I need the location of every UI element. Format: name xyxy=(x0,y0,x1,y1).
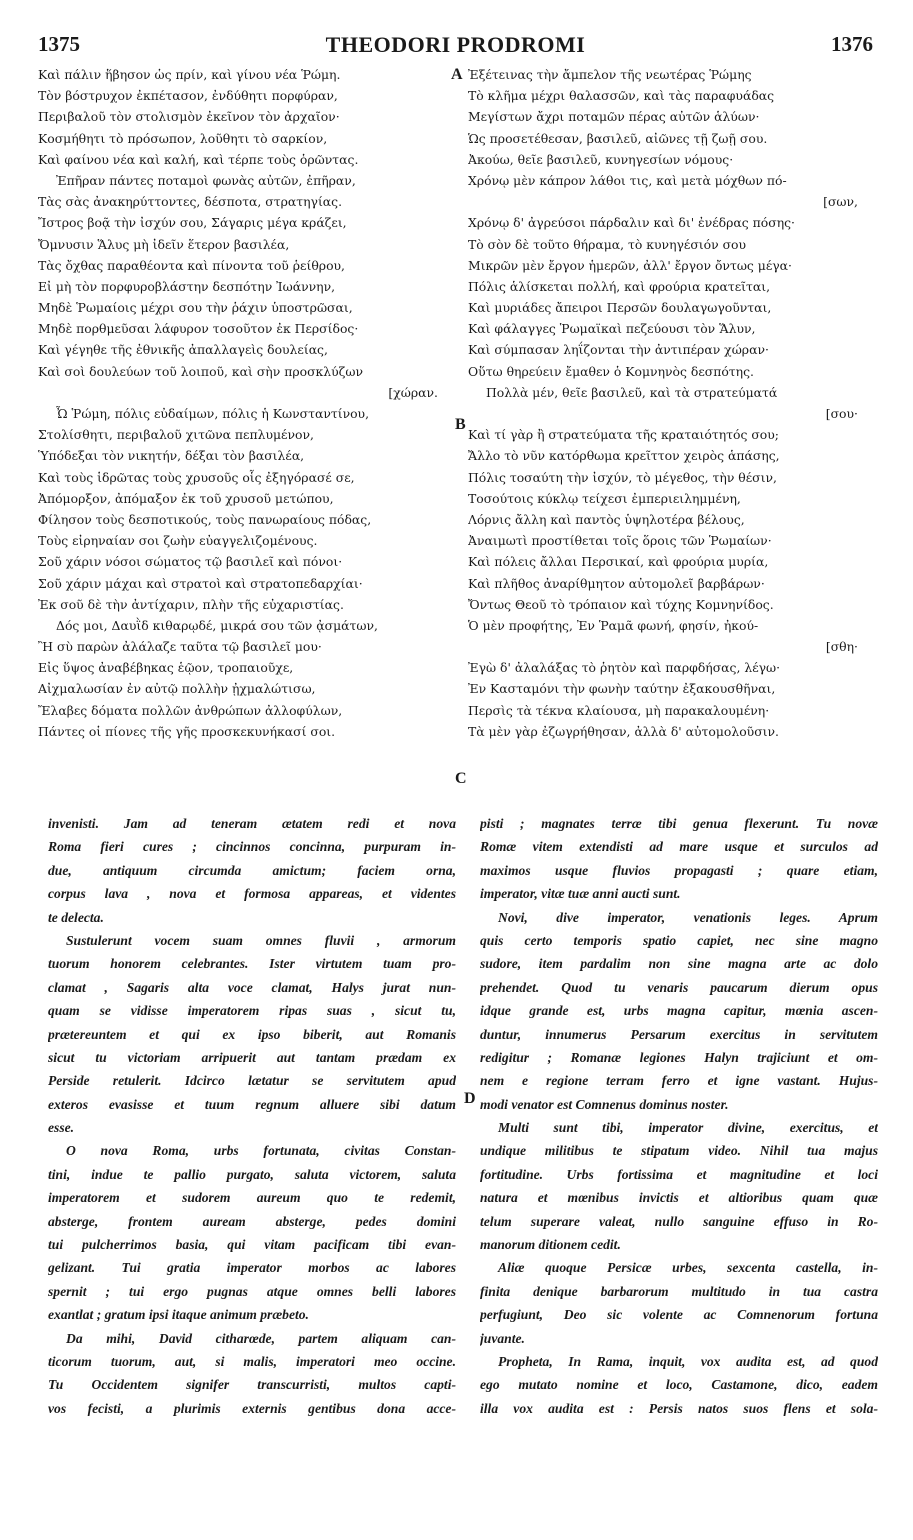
greek-right-verse-line: Μικρῶν μὲν ἔργον ἡμερῶν, ἀλλ' ἔργον ὄντως μέγα· xyxy=(468,257,792,273)
greek-left-verse-line: Ἐπῆραν πάντες ποταμοὶ φωνὰς αὐτῶν, ἐπῆραν, xyxy=(56,172,356,188)
greek-right-verse-line: Πόλις ἁλίσκεται πολλή, καὶ φρούρια κρατεῖται, xyxy=(468,278,771,294)
latin-left-prose-line: sicut tu victoriam arripuerit aut tantam prædam ex xyxy=(48,1049,456,1065)
latin-left-prose-line: tuorum honorem celebrantes. Ister virtutem tuam pro- xyxy=(48,956,456,972)
greek-right-verse-line: Ἐξέτεινας τὴν ἄμπελον τῆς νεωτέρας Ῥώμης xyxy=(468,67,752,82)
greek-left-verse-line: Μηδὲ Ῥωμαίοις μέχρι σου τὴν ῥάχιν ὑποστρῶσαι, xyxy=(38,300,353,316)
latin-right-prose-line: Multi sunt tibi, imperator divine, exercitus, et xyxy=(498,1120,878,1136)
greek-left-verse-line: Τὰς σὰς ἀνακηρύττοντες, δέσποτα, στρατηγίας. xyxy=(38,194,343,210)
greek-right-verse-line: Ἀκούω, θεῖε βασιλεῦ, κυνηγεσίων νόμους· xyxy=(468,151,734,167)
latin-right-prose-line: illa vox audita est : Persis natos suos flens et sola- xyxy=(480,1400,878,1416)
latin-right-prose-line: modi venator est Comnenus dominus noster. xyxy=(480,1096,729,1112)
greek-right-verse-line: [σου· xyxy=(825,406,858,421)
greek-text-right-column xyxy=(468,64,876,742)
latin-left-prose-line: tui pulcherrimos basia, qui vitam pacificam tibi evan- xyxy=(48,1237,456,1253)
greek-left-verse-line: Ἔλαβες δόματα πολλῶν ἀνθρώπων ἀλλοφύλων, xyxy=(38,702,343,718)
greek-right-verse-line: Οὕτω θηρεύειν ἔμαθεν ὁ Κομνηνὸς δεσπότης. xyxy=(468,363,754,379)
latin-right-prose-line: pisti ; magnates terræ tibi genua flexerunt. Tu novæ xyxy=(480,816,878,831)
latin-right-prose-line: duntur, innumerus Persarum exercitus in servitutem xyxy=(480,1026,878,1042)
latin-left-prose-line: exteros evasisse et tuum regnum alluere sibi datum xyxy=(48,1096,456,1112)
greek-left-verse-line: Ὦ Ῥώμη, πόλις εὐδαίμων, πόλις ἡ Κωνσταντίνου, xyxy=(56,406,370,421)
greek-text-left-column xyxy=(38,64,456,742)
latin-right-prose-line: finita denique barbarorum multitudo in tua castra xyxy=(480,1283,878,1299)
greek-right-verse-line: Πόλις τοσαύτη τὴν ἰσχύν, τὸ μέγεθος, τὴν θέσιν, xyxy=(468,469,777,485)
greek-left-verse-line: Ἀπόμορξον, ἀπόμαξον ἐκ τοῦ χρυσοῦ μετώπου, xyxy=(38,490,334,506)
latin-left-prose-line: corpus lava , nova et formosa appareas, et videntes xyxy=(48,886,456,902)
greek-right-verse-line: Ἐν Κασταμόνι τὴν φωνὴν ταύτην ἐξακουσθῆναι, xyxy=(468,681,776,697)
greek-left-verse-line: Δός μοι, Δαυῒδ κιθαρῳδέ, μικρά σου τῶν ᾀσμάτων, xyxy=(56,617,378,633)
greek-right-verse-line: Ὡς προσετέθεσαν, βασιλεῦ, αἰῶνες τῇ ζωῇ σου. xyxy=(468,130,768,146)
latin-left-prose-line: exantlat ; gratum ipsi itaque animum præbeto. xyxy=(48,1307,309,1323)
greek-right-verse-line: Καὶ πλῆθος ἀναρίθμητον αὐτομολεῖ βαρβάρων· xyxy=(468,575,765,591)
greek-right-verse-line: [σων, xyxy=(823,194,858,210)
greek-right-verse-line: Ἄλλο τὸ νῦν κατόρθωμα κρεῖττον χειρὸς ἁπάσης, xyxy=(468,448,780,464)
page-number-left: 1375 xyxy=(38,32,80,56)
greek-left-verse-line: Τὸν βόστρυχον ἐκπέτασον, ἐνδύθητι πορφύραν, xyxy=(38,88,338,104)
latin-left-prose-line: imperatorem et sudorem aureum quo te redemit, xyxy=(48,1190,456,1206)
greek-right-verse-line: Τοσούτοις κύκλῳ τείχεσι ἐμπεριειλημμένη, xyxy=(468,490,741,506)
latin-left-prose-line: vos fecisti, a plurimis externis gentibus dona acce- xyxy=(48,1400,456,1416)
greek-right-verse-line: Τὸ κλῆμα μέχρι θαλασσῶν, καὶ τὰς παραφυάδας xyxy=(468,88,775,104)
greek-right-verse-line: [σθη· xyxy=(825,639,858,655)
page-number-right: 1376 xyxy=(831,32,873,56)
greek-left-verse-line: Τοὺς εἰρηναίαν σοι ζωὴν εὐαγγελιζομένους. xyxy=(38,533,318,549)
greek-left-verse-line: Καὶ φαίνου νέα καὶ καλή, καὶ τέρπε τοὺς ὁρῶντας. xyxy=(38,151,359,167)
latin-left-prose-line: Tu Occidentem signifer transcurristi, multos capti- xyxy=(48,1377,456,1393)
greek-left-verse-line: Ἢ σὺ παρὼν ἀλάλαζε ταῦτα τῷ βασιλεῖ μου· xyxy=(38,639,322,655)
latin-left-prose-line: due, antiquum circumda amictum; faciem orna, xyxy=(48,862,456,878)
latin-left-prose-line: clamat , Sagaris alta voce clamat, Halys jurat nun- xyxy=(48,979,456,995)
latin-left-prose-line: O nova Roma, urbs fortunata, civitas Constan- xyxy=(66,1143,456,1159)
greek-left-verse-line: Φίλησον τοὺς δεσποτικούς, τοὺς πανωραίους πόδας, xyxy=(38,511,372,527)
latin-right-prose-line: Propheta, In Rama, inquit, vox audita est, ad quod xyxy=(498,1353,878,1369)
latin-right-prose-line: juvante. xyxy=(480,1330,525,1346)
greek-right-verse-line: Πολλὰ μέν, θεῖε βασιλεῦ, καὶ τὰ στρατεύματά xyxy=(486,384,778,400)
latin-right-prose-line: natura et mœnibus invictis et altioribus quam quæ xyxy=(480,1190,878,1206)
section-marker-d: D xyxy=(464,1090,476,1107)
latin-left-prose-line: Sustulerunt vocem suam omnes fluvii , armorum xyxy=(66,932,456,948)
greek-left-verse-line: Κοσμήθητι τὸ πρόσωπον, λοῦθητι τὸ σαρκίον, xyxy=(38,130,328,146)
greek-right-verse-line: Χρόνῳ δ' ἀγρεύσοι πάρδαλιν καὶ δι' ἐνέδρας πόσης· xyxy=(468,215,795,231)
latin-right-prose-line: Aliæ quoque Persicæ urbes, sexcenta castella, in- xyxy=(498,1260,878,1276)
greek-right-verse-line: Καὶ φάλαγγες Ῥωμαϊκαὶ πεζεύουσι τὸν Ἅλυν, xyxy=(468,321,756,337)
greek-left-verse-line: Περιβαλοῦ τὸν στολισμὸν ἐκεῖνον τὸν ἀρχαῖον· xyxy=(38,109,340,125)
greek-left-verse-line: Καὶ σοὶ δουλεύων τοῦ λοιποῦ, καὶ σὴν προσκλύζων xyxy=(38,363,364,379)
latin-left-prose-line: te delecta. xyxy=(48,909,104,925)
greek-left-verse-line: Ὄμνυσιν Ἅλυς μὴ ἰδεῖν ἕτερον βασιλέα, xyxy=(38,236,290,252)
greek-right-verse-line: Ὄντως Θεοῦ τὸ τρόπαιον καὶ τύχης Κομνηνίδος. xyxy=(468,596,774,612)
greek-left-verse-line: Εἰς ὕψος ἀναβέβηκας ἑῷον, τροπαιοῦχε, xyxy=(38,660,294,676)
latin-right-prose-line: Novi, dive imperator, venationis leges. Aprum xyxy=(498,909,878,925)
section-marker-c: C xyxy=(455,770,467,787)
greek-left-verse-line: Ὑπόδεξαι τὸν νικητήν, δέξαι τὸν βασιλέα, xyxy=(38,448,305,464)
greek-right-verse-line: Τὰ μὲν γὰρ ἐζωγρήθησαν, ἀλλὰ δ' αὐτομολοῦσιν. xyxy=(468,723,779,739)
greek-right-verse-line: Περσὶς τὰ τέκνα κλαίουσα, μὴ παρακαλουμένη· xyxy=(468,702,770,718)
latin-left-prose-line: prætereuntem et qui ex ipso biberit, aut Romanis xyxy=(48,1026,456,1042)
running-title: THEODORI PRODROMI xyxy=(325,32,586,57)
greek-left-verse-line: Σοῦ χάριν νόσοι σώματος τῷ βασιλεῖ καὶ πόνοι· xyxy=(38,554,343,570)
latin-right-prose-line: telum superare valeat, nullo sanguine effuso in Ro- xyxy=(480,1213,878,1229)
latin-translation-right-column xyxy=(480,812,878,1420)
greek-left-verse-line: Εἰ μὴ τὸν πορφυροβλάστην δεσπότην Ἰωάννην, xyxy=(38,278,336,294)
latin-right-prose-line: redigitur ; Romanæ legiones Halyn trajiciunt et om- xyxy=(480,1049,878,1065)
greek-left-verse-line: Τὰς ὄχθας παραθέοντα καὶ πίνοντα τοῦ ῥείθρου, xyxy=(38,257,345,273)
greek-left-verse-line: Καὶ πάλιν ἥβησον ὡς πρίν, καὶ γίνου νέα Ῥώμη. xyxy=(38,67,341,82)
greek-left-verse-line: Σοῦ χάριν μάχαι καὶ στρατοὶ καὶ στρατοπεδαρχίαι· xyxy=(38,575,363,591)
latin-left-prose-line: gelizant. Tui gratia imperator morbos ac labores xyxy=(48,1260,456,1276)
latin-right-prose-line: fortitudine. Urbs fortissima et magnitudine et loci xyxy=(480,1166,878,1182)
section-marker-a: A xyxy=(451,66,463,83)
latin-left-prose-line: Da mihi, David citharœde, partem aliquam can- xyxy=(66,1330,456,1346)
greek-left-verse-line: Καὶ γέγηθε τῆς ἐθνικῆς ἀπαλλαγεὶς δουλείας, xyxy=(38,342,328,358)
latin-left-prose-line: Roma fieri cures ; cincinnos concinna, purpuram in- xyxy=(48,839,456,855)
greek-right-verse-line: Καὶ πόλεις ἄλλαι Περσικαί, καὶ φρούρια μυρία, xyxy=(468,554,769,570)
greek-right-verse-line: Τὸ σὸν δὲ τοῦτο θήραμα, τὸ κυνηγέσιόν σου xyxy=(468,236,747,252)
greek-right-verse-line: Καὶ σύμπασαν ληΐζονται τὴν ἀντιπέραν χώραν· xyxy=(468,342,769,358)
latin-right-prose-line: idque grande est, urbs magna capitur, mœnia ascen- xyxy=(480,1003,878,1019)
latin-right-prose-line: manorum ditionem cedit. xyxy=(480,1237,621,1253)
running-header xyxy=(38,32,873,60)
greek-left-verse-line: Πάντες οἱ πίονες τῆς γῆς προσκεκυνήκασί σοι. xyxy=(38,723,336,739)
latin-right-prose-line: sudore, item pardalim non sine magna arte ac dolo xyxy=(480,956,878,972)
latin-left-prose-line: esse. xyxy=(48,1120,75,1136)
latin-right-prose-line: imperator, vitæ tuæ anni aucti sunt. xyxy=(480,886,681,902)
greek-right-verse-line: Λόρνις ἄλλη καὶ παντὸς ὑψηλοτέρα βέλους, xyxy=(468,511,745,527)
latin-left-prose-line: absterge, frontem auream absterge, pedes domini xyxy=(48,1213,456,1229)
latin-right-prose-line: Romæ vitem extendisti ad mare usque et surculos ad xyxy=(480,839,878,855)
section-marker-b: B xyxy=(455,416,466,433)
latin-right-prose-line: perfugiunt, Deo sic volente ac Comnenorum fortuna xyxy=(480,1307,878,1323)
greek-right-verse-line: Ἀναιμωτὶ προστίθεται τοῖς ὅροις τῶν Ῥωμαίων· xyxy=(468,533,772,549)
greek-left-verse-line: Ἐκ σοῦ δὲ τὴν ἀντίχαριν, πλὴν τῆς εὐχαριστίας. xyxy=(38,596,344,612)
latin-right-prose-line: prehendet. Quod tu venaris paucarum dierum opus xyxy=(480,979,878,995)
greek-left-verse-line: Αἰχμαλωσίαν ἐν αὐτῷ πολλὴν ᾐχμαλώτισω, xyxy=(38,681,316,697)
greek-right-verse-line: Χρόνῳ μὲν κάπρον λάθοι τις, καὶ μετὰ μόχθων πό- xyxy=(468,172,787,188)
greek-left-verse-line: Ἴστρος βοᾷ τὴν ἰσχύν σου, Σάγαρις μέγα κράζει, xyxy=(38,215,347,231)
greek-left-verse-line: [χώραν. xyxy=(388,384,438,400)
greek-right-verse-line: Μεγίστων ἄχρι ποταμῶν πέρας αὐτῶν ἁλύων· xyxy=(468,109,760,125)
greek-left-verse-line: Καὶ τοὺς ἱδρῶτας τοὺς χρυσοῦς οἷς ἐξηγόρασέ σε, xyxy=(38,469,355,485)
latin-left-prose-line: Perside retulerit. Idcirco lætatur se servitutem apud xyxy=(48,1073,456,1089)
latin-translation-left-column xyxy=(48,812,456,1420)
latin-right-prose-line: quis certo temporis spatio capiet, nec sine magno xyxy=(480,932,878,948)
greek-right-verse-line: Καὶ μυριάδες ἄπειροι Περσῶν δουλαγωγοῦνται, xyxy=(468,300,772,316)
latin-left-prose-line: spernit ; tui ergo pugnas atque omnes belli labores xyxy=(48,1283,456,1299)
latin-left-prose-line: quam se vidisse imperatorem ripas suas , sicut tu, xyxy=(48,1003,456,1019)
latin-left-prose-line: ticorum tuorum, aut, si malis, imperatori meo occine. xyxy=(48,1353,456,1369)
latin-left-prose-line: invenisti. Jam ad teneram ætatem redi et nova xyxy=(48,816,456,831)
latin-right-prose-line: undique militibus te stipatum video. Nihil tua majus xyxy=(480,1143,878,1159)
latin-left-prose-line: tini, indue te pallio purgato, saluta victorem, saluta xyxy=(48,1166,456,1182)
greek-left-verse-line: Μηδὲ πορθμεῦσαι λάφυρον τοσοῦτον ἐκ Περσίδος· xyxy=(38,321,359,337)
greek-right-verse-line: Καὶ τί γὰρ ἢ στρατεύματα τῆς κραταιότητός σου; xyxy=(468,427,779,443)
greek-right-verse-line: Ὁ μὲν προφήτης, Ἐν Ῥαμᾶ φωνή, φησίν, ἠκού- xyxy=(468,617,759,633)
greek-left-verse-line: Στολίσθητι, περιβαλοῦ χιτῶνα πεπλυμένον, xyxy=(38,427,314,443)
latin-right-prose-line: nem e regione terram ferro et igne vastant. Hujus- xyxy=(480,1073,878,1089)
greek-right-verse-line: Ἐγὼ δ' ἀλαλάξας τὸ ῥητὸν καὶ παρφδήσας, λέγω· xyxy=(468,660,781,676)
latin-right-prose-line: ego mutato nomine et loco, Castamone, dico, eadem xyxy=(480,1377,878,1393)
latin-right-prose-line: maximos usque fluvios propagasti ; quare etiam, xyxy=(480,862,878,878)
